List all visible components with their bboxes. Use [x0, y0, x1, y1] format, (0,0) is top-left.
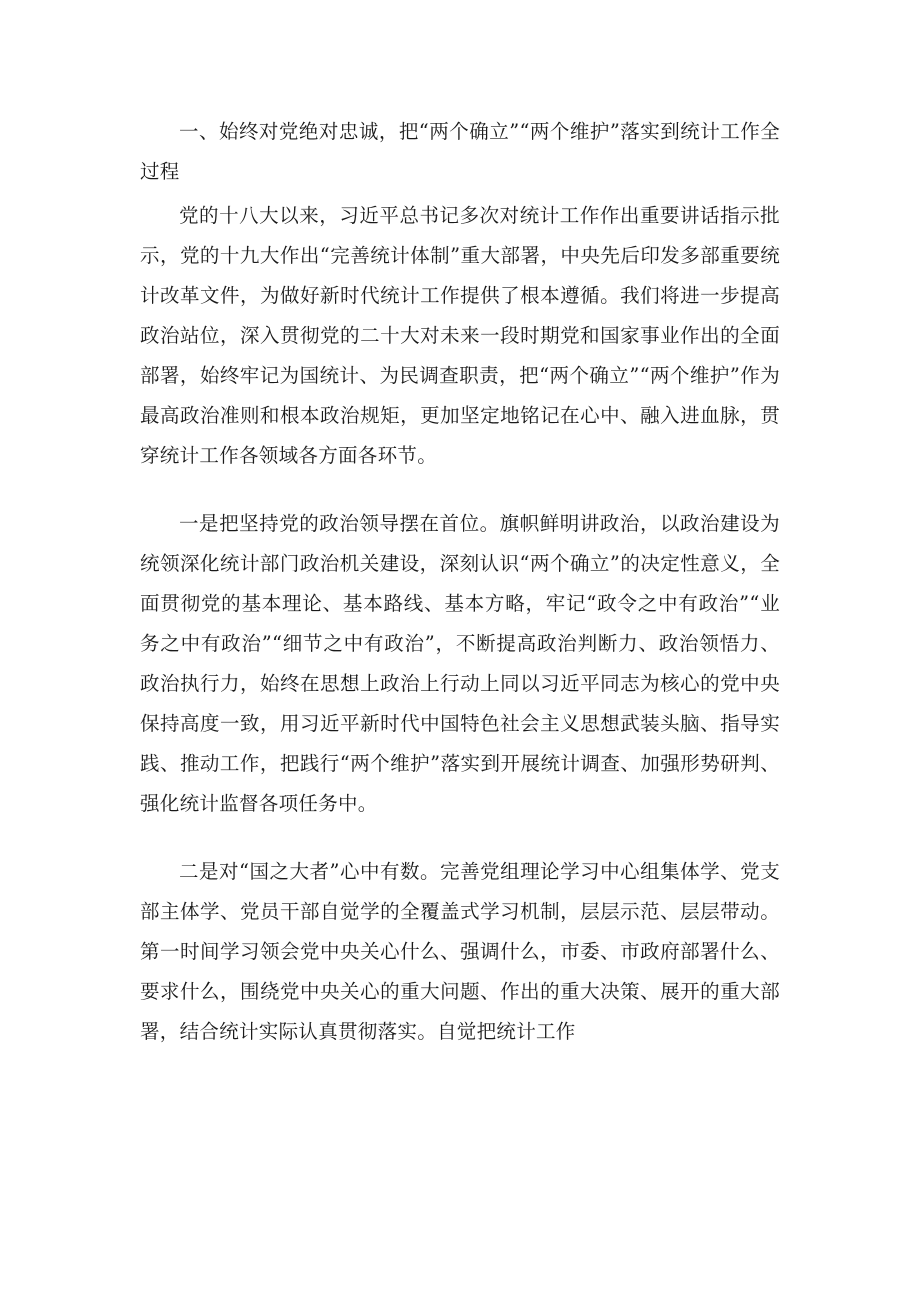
paragraph-point-one: 一是把坚持党的政治领导摆在首位。旗帜鲜明讲政治，以政治建设为统领深化统计部门政治机关建设，深刻认识“两个确立”的决定性意义，全面贯彻党的基本理论、基本路线、基本方略，牢记“政令之中有政治”“业务之中有政治”“细节之中有政治”，不断提高政治判断力、政治领悟力、政治执行力，始终在思想上政治上行动上同以习近平同志为核心的党中央保持高度一致，用习近平新时代中国特色社会主义思想武装头脑、指导实践、推动工作，把践行“两个维护”落实到开展统计调查、加强形势研判、强化统计监督各项任务中。 [140, 512, 780, 815]
paragraph-intro: 党的十八大以来，习近平总书记多次对统计工作作出重要讲话指示批示，党的十九大作出“完善统计体制”重大部署，中央先后印发多部重要统计改革文件，为做好新时代统计工作提供了根本遵循。我们将进一步提高政治站位，深入贯彻党的二十大对未来一段时期党和国家事业作出的全面部署，始终牢记为国统计、为民调查职责，把“两个确立”“两个维护”作为最高政治准则和根本政治规矩，更加坚定地铭记在心中、融入进血脉，贯穿统计工作各领域各方面各环节。 [140, 204, 780, 467]
document-body [140, 112, 780, 1052]
paragraph-point-two: 二是对“国之大者”心中有数。完善党组理论学习中心组集体学、党支部主体学、党员干部自觉学的全覆盖式学习机制，层层示范、层层带动。第一时间学习领会党中央关心什么、强调什么，市委、市政府部署什么、要求什么，围绕党中央关心的重大问题、作出的重大决策、展开的重大部署，结合统计实际认真贯彻落实。自觉把统计工作 [140, 860, 780, 1043]
section-heading: 一、始终对党绝对忠诚，把“两个确立”“两个维护”落实到统计工作全过程 [140, 120, 780, 183]
